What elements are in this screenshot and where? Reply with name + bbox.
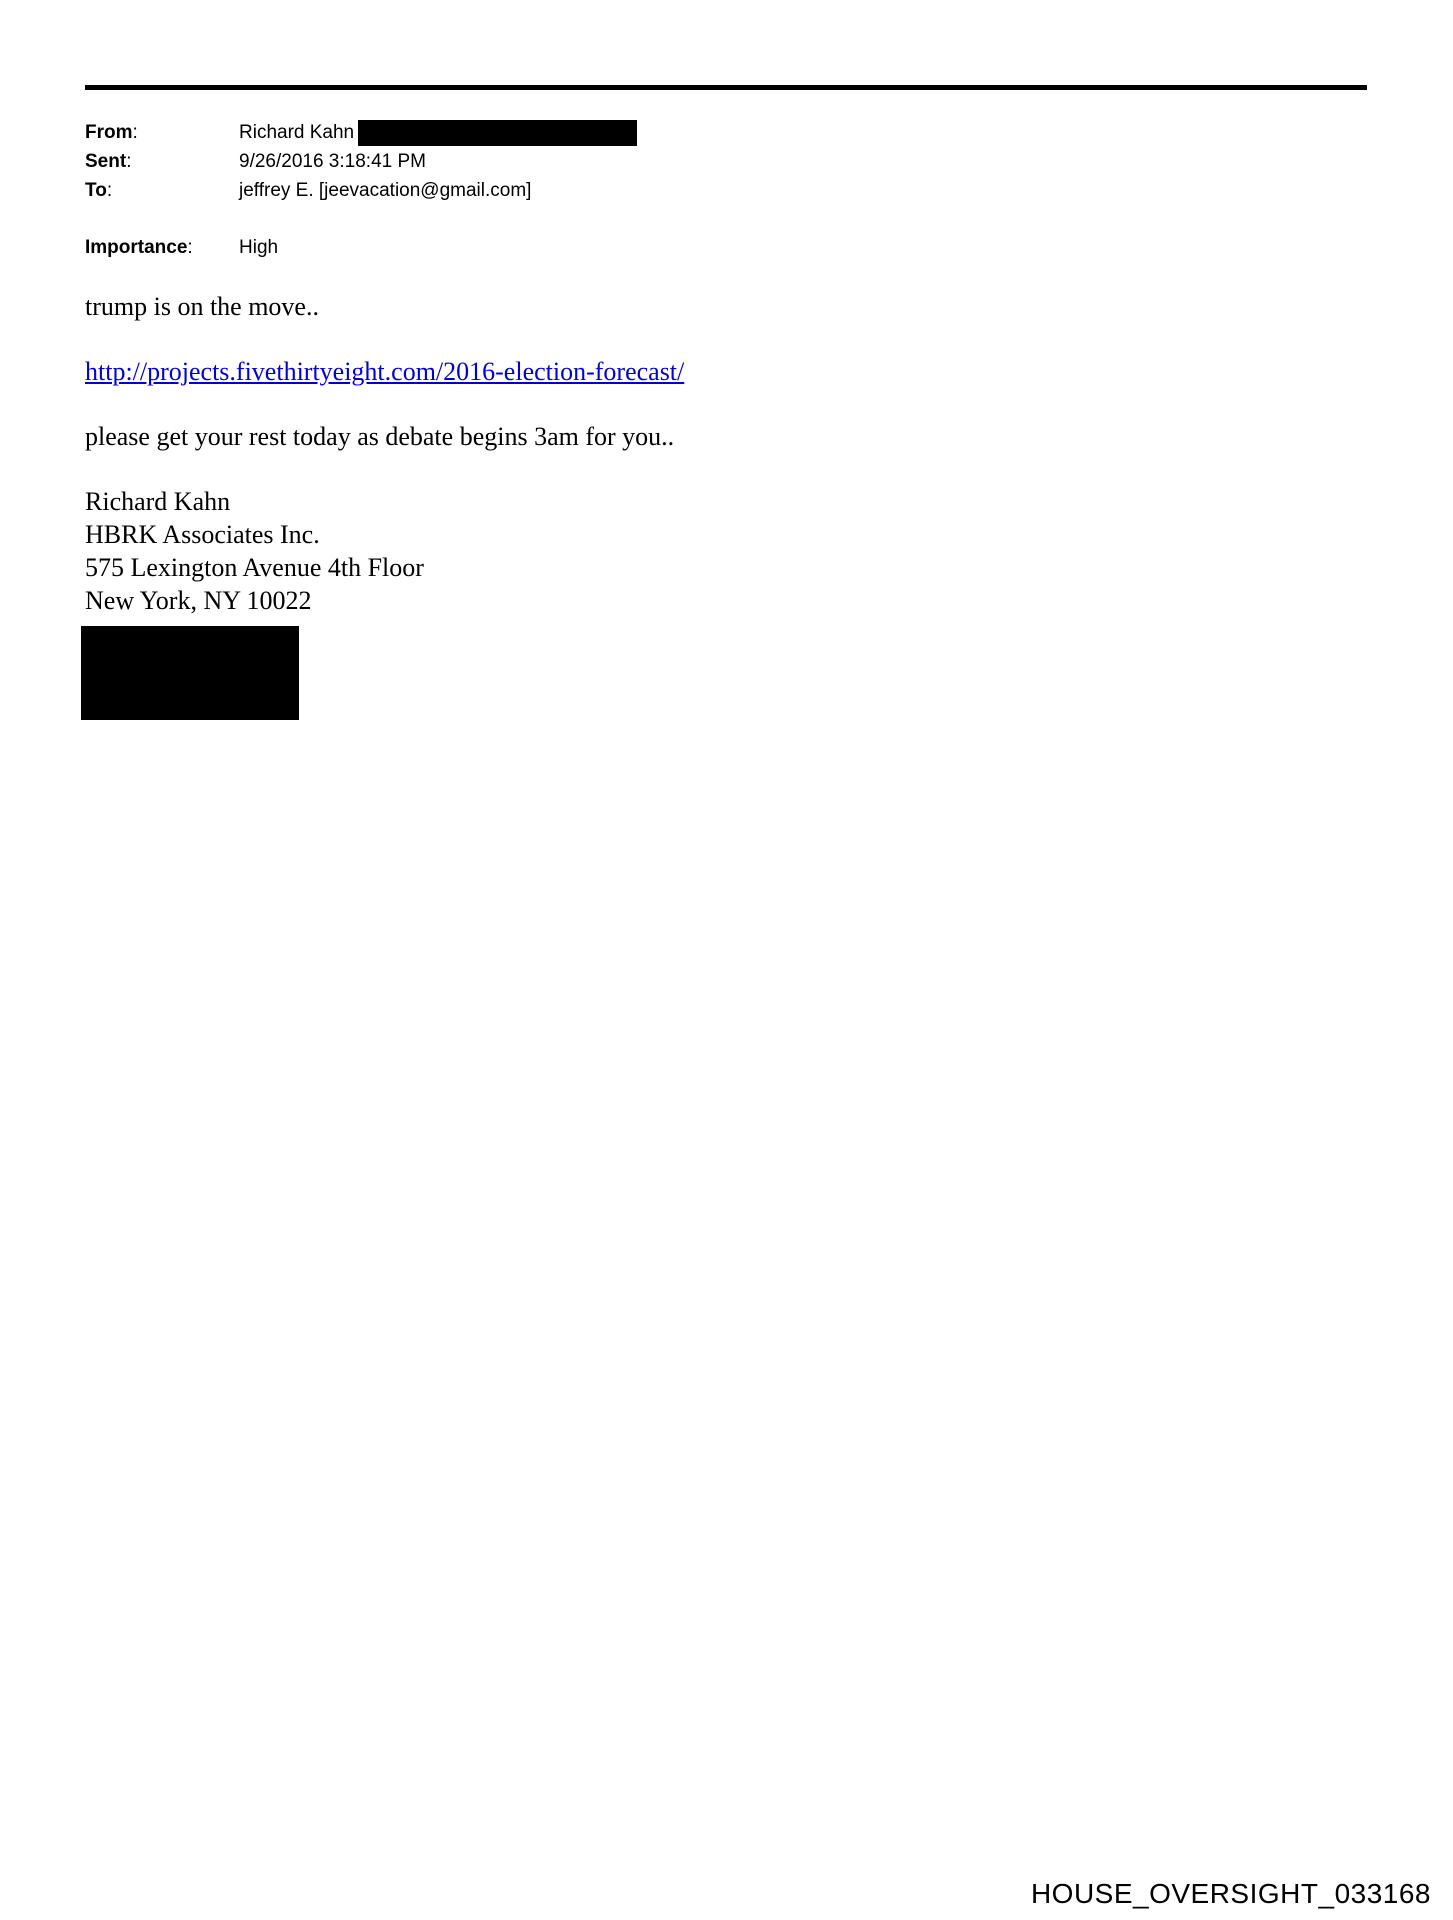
body-line-1: trump is on the move.. <box>85 292 319 321</box>
signature-block <box>85 485 684 617</box>
body-line-3: please get your rest today as debate begins 3am for you.. <box>85 422 675 451</box>
header-rule <box>85 85 1367 90</box>
bates-number: HOUSE_OVERSIGHT_033168 <box>1030 1878 1431 1909</box>
forecast-link[interactable]: http://projects.fivethirtyeight.com/2016-election-forecast/ <box>85 357 685 386</box>
from-row: From: Richard Kahn <box>85 118 637 147</box>
signature-address-2: New York, NY 10022 <box>85 586 312 615</box>
sent-row: Sent: 9/26/2016 3:18:41 PM <box>85 150 426 172</box>
to-label: To <box>85 179 107 201</box>
from-redaction <box>358 120 637 146</box>
signature-address-1: 575 Lexington Avenue 4th Floor <box>85 553 424 582</box>
to-value: jeffrey E. [jeevacation@gmail.com] <box>239 179 532 201</box>
from-value: Richard Kahn <box>239 121 355 143</box>
sent-value: 9/26/2016 3:18:41 PM <box>239 150 426 172</box>
importance-row: Importance: High <box>85 236 279 258</box>
from-label: From <box>85 121 133 143</box>
importance-value: High <box>239 236 279 258</box>
signature-company: HBRK Associates Inc. <box>85 520 320 549</box>
to-row: To: jeffrey E. [jeevacation@gmail.com] <box>85 179 532 201</box>
signature-name: Richard Kahn <box>85 487 231 516</box>
email-header <box>85 118 637 262</box>
sent-label: Sent <box>85 150 127 172</box>
importance-label: Importance <box>85 236 188 258</box>
email-body <box>85 290 684 617</box>
signature-redaction <box>81 626 299 720</box>
